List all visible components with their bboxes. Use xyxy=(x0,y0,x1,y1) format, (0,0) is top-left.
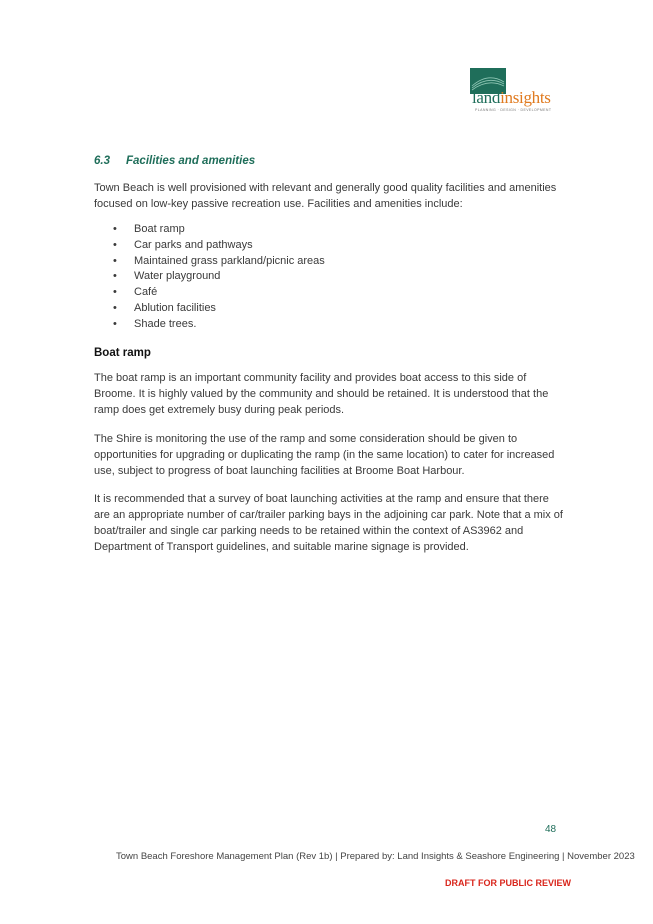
page-number: 48 xyxy=(545,824,557,835)
section-heading xyxy=(94,155,255,167)
footer-text: Town Beach Foreshore Management Plan (Rev 1b) | Prepared by: Land Insights & Seashore Engineering | November 2023 xyxy=(116,851,635,862)
facilities-list xyxy=(113,222,325,333)
company-logo xyxy=(466,68,564,116)
list-item: • Ablution facilities xyxy=(113,301,325,317)
list-item: • Maintained grass parkland/picnic areas xyxy=(113,254,325,270)
list-item: • Shade trees. xyxy=(113,317,325,333)
draft-label: DRAFT FOR PUBLIC REVIEW xyxy=(445,878,571,888)
logo-word-land: land xyxy=(472,88,501,107)
logo-tagline: PLANNING · DESIGN · DEVELOPMENT xyxy=(475,108,552,112)
section-intro-paragraph: Town Beach is well provisioned with relevant and generally good quality facilities and amenities focused on low-key passive recreation use. Facilities and amenities include: xyxy=(94,182,557,210)
boat-ramp-heading: Boat ramp xyxy=(94,347,151,359)
logo-wordmark xyxy=(472,88,551,108)
boat-ramp-paragraph: The boat ramp is an important community facility and provides boat access to this side of Broome. It is highly valued by the community and should be retained. It is understood that the ramp does get extremely busy during peak periods. xyxy=(94,372,549,416)
logo-word-insights: insights xyxy=(500,88,551,107)
list-item: • Water playground xyxy=(113,269,325,285)
section-number: 6.3 xyxy=(94,155,110,167)
boat-ramp-paragraph: It is recommended that a survey of boat launching activities at the ramp and ensure that there are an appropriate number of car/trailer parking bays in the adjoining car park. Note that a mix of boat/trailer and single car parking needs to be retained within the context of AS3962 and Department of Transport guidelines, and suitable marine signage is provided. xyxy=(94,493,563,553)
boat-ramp-paragraph: The Shire is monitoring the use of the ramp and some consideration should be given to opportunities for upgrading or duplicating the ramp (in the same location) to cater for increased use, subject to progress of boat launching facilities at Broome Boat Harbour. xyxy=(94,433,555,477)
section-title: Facilities and amenities xyxy=(126,155,256,167)
list-item: • Café xyxy=(113,285,325,301)
list-item: • Car parks and pathways xyxy=(113,238,325,254)
list-item: • Boat ramp xyxy=(113,222,325,238)
